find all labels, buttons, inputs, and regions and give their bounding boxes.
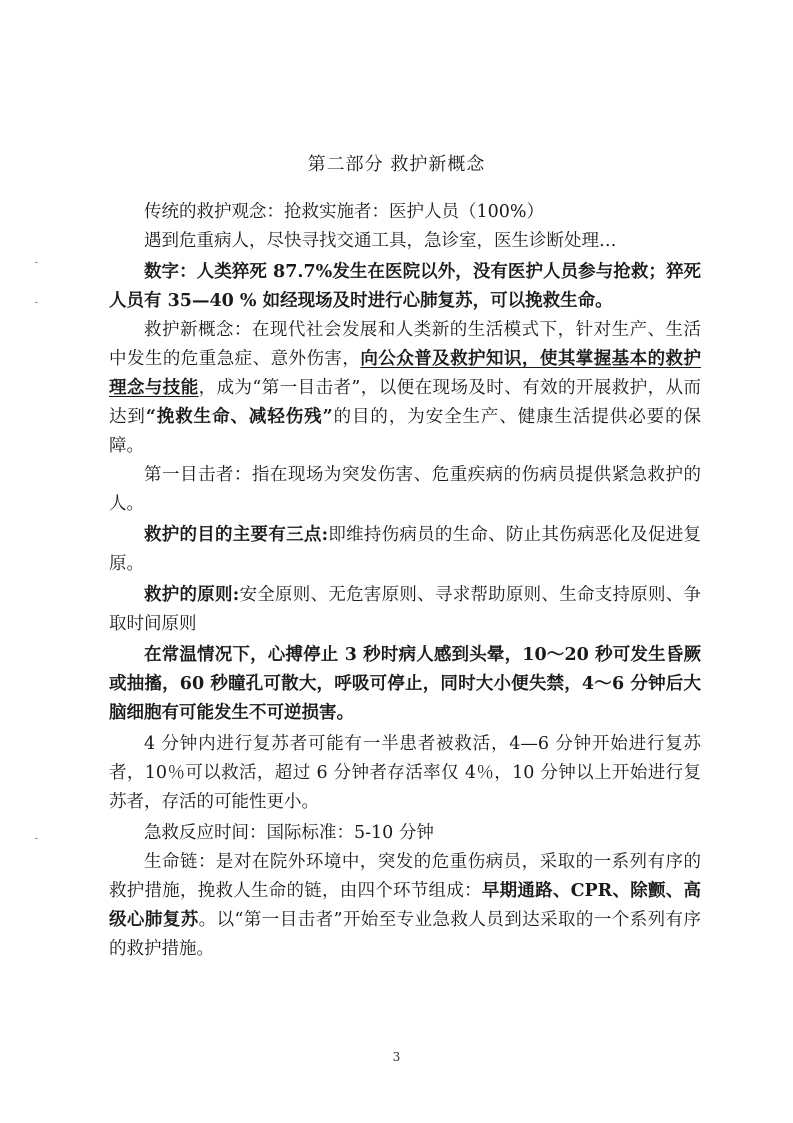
page-number: 3 [392, 1050, 401, 1064]
scan-mark [35, 302, 38, 303]
purpose-label: 救护的目的主要有三点: [144, 525, 329, 545]
new-concept-underlined: 向公众普及救护知识，使其掌握基本的救护理念与技能 [109, 349, 701, 398]
scan-mark [35, 838, 38, 839]
statistics-text: 人类猝死 87.7%发生在医院以外，没有医护人员参与抢救；猝死人员有 35—40 % 如经现场及时进行心肺复苏，可以挽救生命。 [109, 262, 701, 311]
response-time-text: 国际标准：5-10 分钟 [266, 823, 434, 843]
new-concept-text-b: ，成为“第一目击者”，以便在现场及时、有效的开展救护，从而达到 [109, 378, 701, 427]
paragraph-resuscitation: 4 分钟内进行复苏者可能有一半患者被救活，4—6 分钟开始进行复苏者，10％可以救活，超过 6 分钟者存活率仅 4％，10 分钟以上开始进行复苏者，存活的可能性更小。 [109, 734, 701, 812]
paragraph-purpose [109, 521, 701, 579]
principles-label: 救护的原则: [144, 585, 240, 605]
chain-text-b: 。以“第一目击者”开始至专业急救人员到达采取的一个系列有序的救护措施。 [109, 910, 701, 959]
traditional-concept-text: 抢救实施者：医护人员（100%） [284, 202, 545, 222]
chain-bold: 早期通路、CPR、除颤、高级心肺复苏 [109, 881, 701, 930]
statistics-label: 数字： [144, 262, 197, 282]
paragraph-old-practice: 遇到危重病人，尽快寻找交通工具，急诊室，医生诊断处理… [144, 231, 617, 251]
response-time-label: 急救反应时间： [144, 823, 267, 843]
scan-mark [35, 262, 38, 263]
paragraph-cardiac-arrest: 在常温情况下，心搏停止 3 秒时病人感到头晕，10～20 秒可发生昏厥或抽搐，60 秒瞳孔可散大，呼吸可停止，同时大小便失禁，4～6 分钟后大脑细胞有可能发生不可逆损害。 [109, 645, 701, 723]
paragraph-traditional-concept [109, 198, 701, 227]
section-title: 第二部分 救护新概念 [307, 154, 486, 175]
paragraph-first-witness: 第一目击者：指在现场为突发伤害、危重疾病的伤病员提供紧急救护的人。 [109, 465, 701, 514]
chain-text-a: 生命链：是对在院外环境中，突发的危重伤病员，采取的一系列有序的救护措施，挽救人生命的链，由四个环节组成： [109, 852, 701, 901]
body-text [109, 198, 701, 964]
new-concept-text-a: 救护新概念：在现代社会发展和人类新的生活模式下，针对生产、生活中发生的危重急症、意外伤害， [109, 320, 701, 369]
new-concept-bold: “挽救生命、减轻伤残” [145, 407, 333, 427]
traditional-concept-label: 传统的救护观念： [144, 202, 284, 222]
paragraph-new-concept [109, 316, 701, 461]
purpose-text: 即维持伤病员的生命、防止其伤病恶化及促进复原。 [109, 525, 702, 574]
paragraph-principles [109, 581, 701, 639]
paragraph-response-time [109, 819, 701, 848]
paragraph-chain-of-survival [109, 848, 701, 964]
paragraph-statistics [109, 258, 701, 316]
principles-text: 安全原则、无危害原则、寻求帮助原则、生命支持原则、争取时间原则 [109, 585, 701, 634]
new-concept-text-c: 的目的，为安全生产、健康生活提供必要的保障。 [109, 407, 702, 456]
